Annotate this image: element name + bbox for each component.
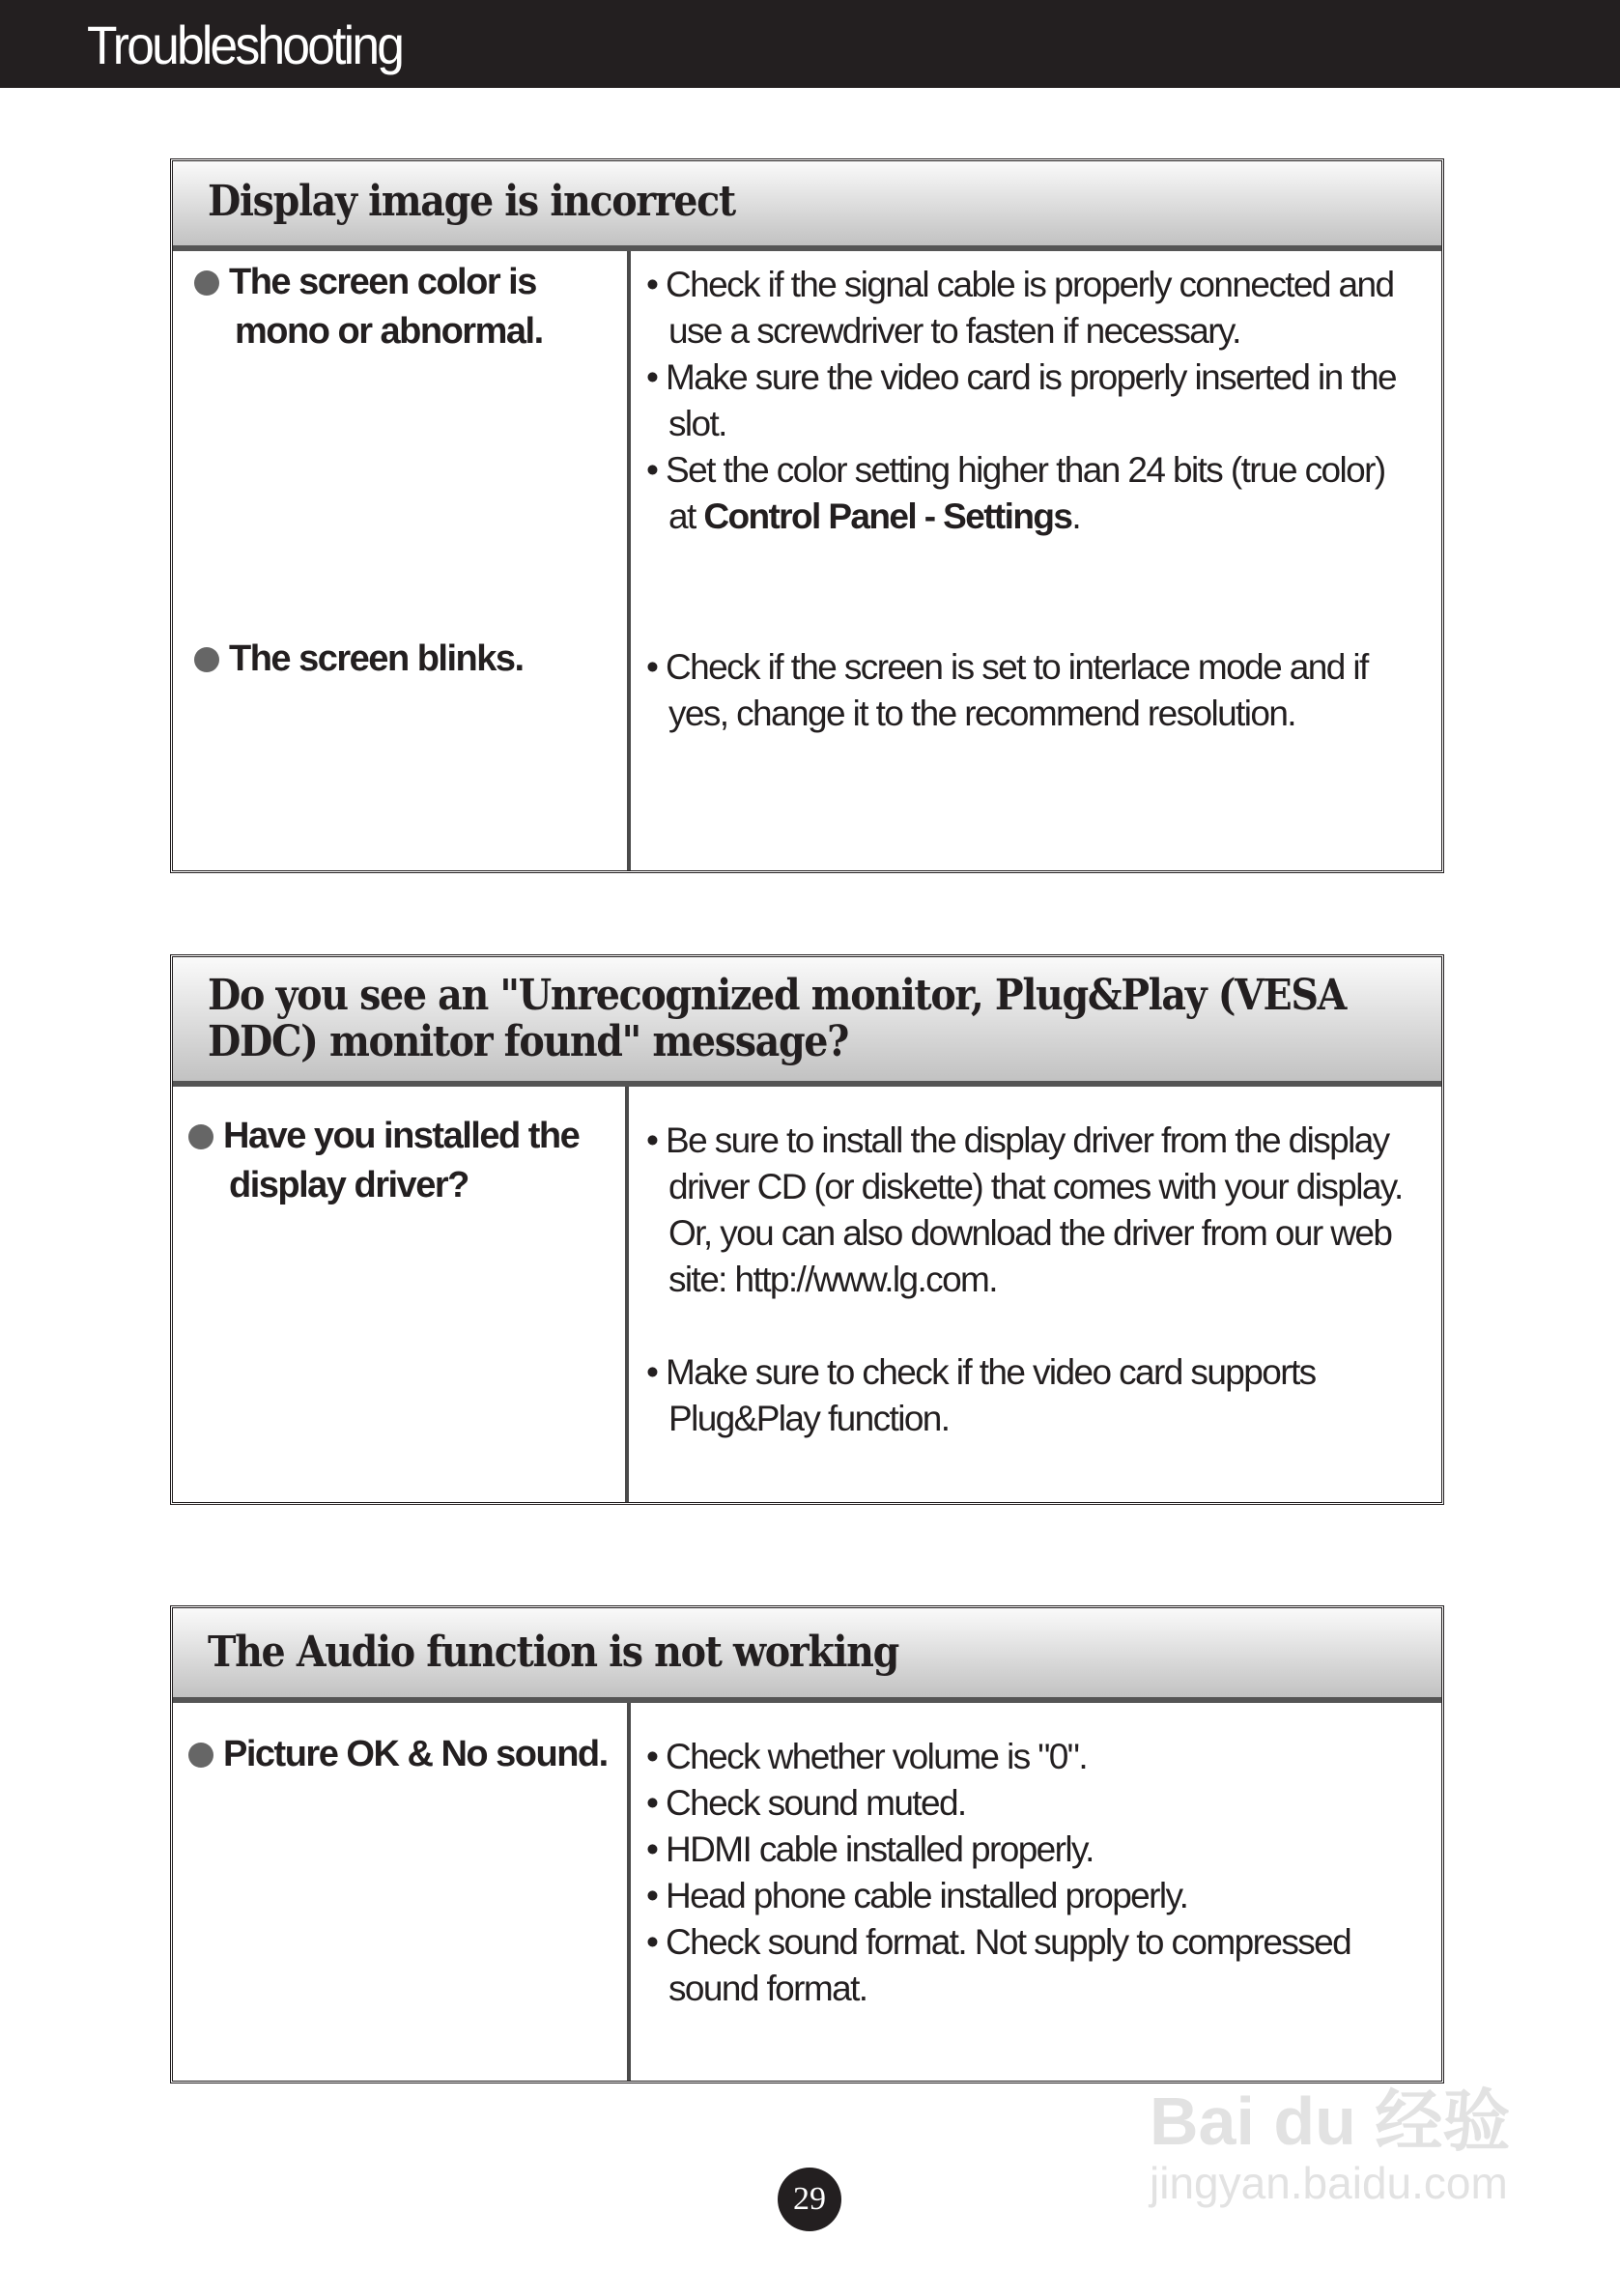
section-header: Display image is incorrect: [173, 161, 1441, 251]
bullet-icon: [188, 1743, 213, 1768]
bullet-icon: [194, 270, 219, 296]
section-display-image: [170, 158, 1444, 873]
watermark-logo: Bai du 经验 jingyan.baidu.com: [1150, 2083, 1511, 2208]
answer: • Set the color setting higher than 24 bits (true color) at Control Panel - Settings.: [646, 447, 1419, 540]
question: Picture OK & No sound.: [188, 1730, 608, 1779]
page-number: 29: [778, 2168, 841, 2231]
column-divider: [627, 251, 631, 870]
answers: • Check whether volume is "0". • Check sound muted. • HDMI cable installed properly. • Head phone cable installed properly. • Check sound format. Not supply to compressed sound format.: [646, 1734, 1419, 2012]
answers: • Be sure to install the display driver from the display driver CD (or diskette) that comes with your display. Or, you can also download the driver from our web site: http://www.lg.com. • Make sure to check if the video card supports Plug&Play function.: [646, 1118, 1419, 1442]
bullet-icon: [194, 647, 219, 672]
section-audio: [170, 1605, 1444, 2083]
question: The screen color is mono or abnormal.: [194, 258, 543, 356]
bullet-icon: [188, 1124, 213, 1149]
page-header: [0, 0, 1620, 88]
column-divider: [627, 1703, 631, 2081]
section-header: The Audio function is not working: [173, 1608, 1441, 1703]
question: The screen blinks.: [194, 635, 524, 684]
column-divider: [625, 1087, 629, 1502]
section-unrecognized-monitor: [170, 954, 1444, 1505]
answers: • Check if the signal cable is properly connected and use a screwdriver to fasten if necessary. • Make sure the video card is properly inserted in the slot. • Set the color setting higher than 24 bits (true color) at Control Panel - Settings.: [646, 262, 1419, 540]
question: Have you installed the display driver?: [188, 1112, 579, 1210]
page-title: Troubleshooting: [87, 14, 403, 75]
section-header: Do you see an "Unrecognized monitor, Plug&Play (VESA DDC) monitor found" message?: [173, 957, 1441, 1087]
answers: • Check if the screen is set to interlace mode and if yes, change it to the recommend resolution.: [646, 644, 1419, 737]
